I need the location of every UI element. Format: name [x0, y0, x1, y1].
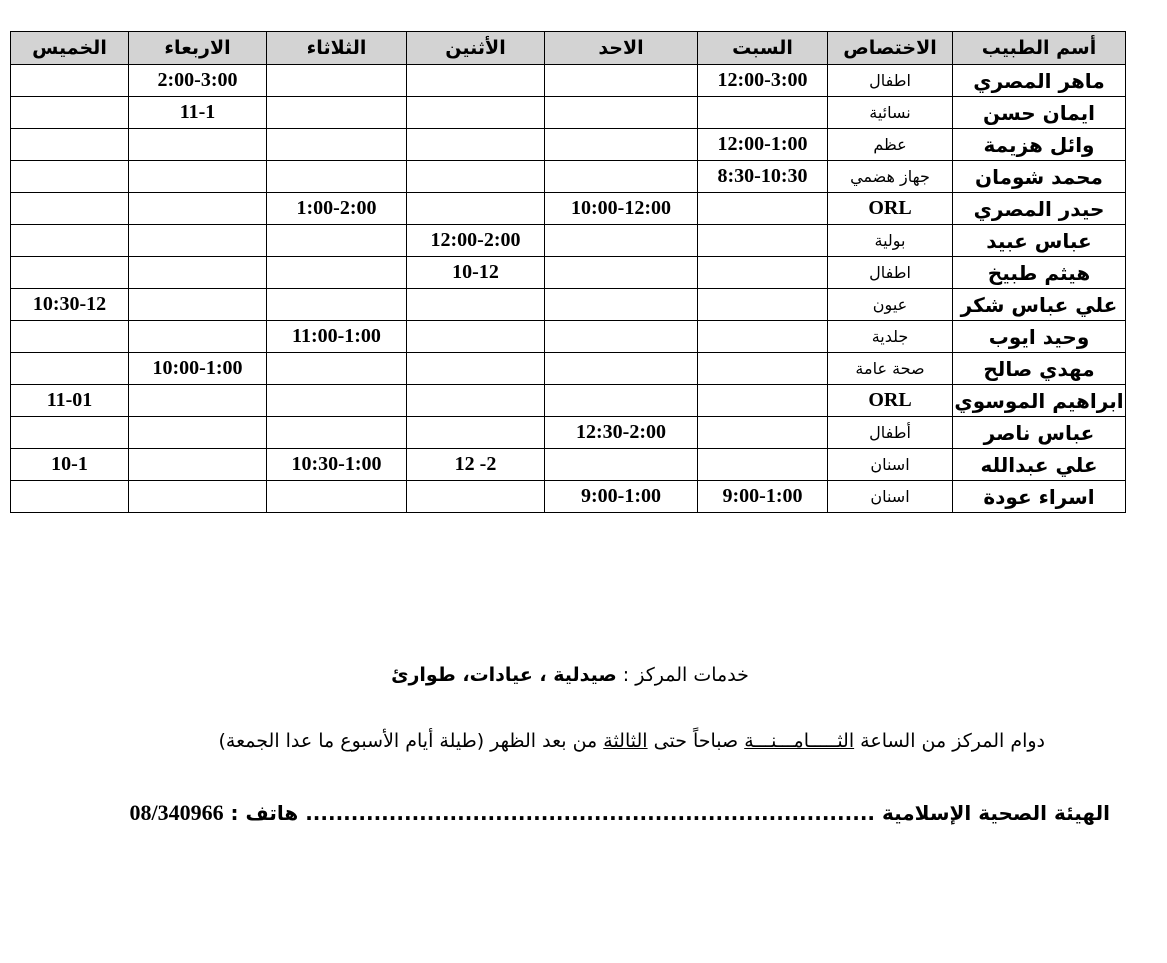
tuesday-cell: [267, 97, 407, 129]
table-header-row: [11, 32, 1126, 65]
monday-cell: [407, 65, 545, 97]
tuesday-cell: [267, 225, 407, 257]
sunday-cell: [545, 321, 698, 353]
table-row: [11, 449, 1126, 481]
table-row: [11, 65, 1126, 97]
hours-start: الثـــــامـــنـــة: [744, 730, 855, 752]
thursday-cell: [11, 257, 129, 289]
header-sunday: الاحد: [545, 32, 698, 65]
table-row: [11, 257, 1126, 289]
doctor-name-cell: وحيد ايوب: [953, 321, 1126, 353]
specialty-cell: جلدية: [828, 321, 953, 353]
clinic-schedule-table: [10, 31, 1126, 513]
doctor-name-cell: ايمان حسن: [953, 97, 1126, 129]
table-row: [11, 289, 1126, 321]
schedule-body: [11, 65, 1126, 513]
specialty-cell: ORL: [828, 193, 953, 225]
wednesday-cell: [129, 193, 267, 225]
phone-label: هاتف :: [223, 801, 299, 825]
thursday-cell: [11, 129, 129, 161]
wednesday-cell: [129, 481, 267, 513]
center-services-line: [370, 664, 770, 686]
table-row: [11, 417, 1126, 449]
monday-cell: [407, 129, 545, 161]
header-tuesday: الثلاثاء: [267, 32, 407, 65]
monday-cell: [407, 385, 545, 417]
tuesday-cell: [267, 161, 407, 193]
wednesday-cell: [129, 129, 267, 161]
thursday-cell: [11, 161, 129, 193]
monday-cell: 10-12: [407, 257, 545, 289]
table-row: [11, 97, 1126, 129]
organization-line: [30, 800, 1110, 826]
header-monday: الأثنين: [407, 32, 545, 65]
tuesday-cell: [267, 353, 407, 385]
wednesday-cell: [129, 289, 267, 321]
header-doctor: أسم الطبيب: [953, 32, 1126, 65]
wednesday-cell: [129, 417, 267, 449]
doctor-name-cell: علي عبدالله: [953, 449, 1126, 481]
sunday-cell: [545, 97, 698, 129]
specialty-cell: أطفال: [828, 417, 953, 449]
wednesday-cell: [129, 257, 267, 289]
specialty-cell: صحة عامة: [828, 353, 953, 385]
table-row: [11, 481, 1126, 513]
phone-number: 08/340966: [129, 800, 224, 825]
specialty-cell: عظم: [828, 129, 953, 161]
saturday-cell: [698, 225, 828, 257]
monday-cell: [407, 353, 545, 385]
saturday-cell: 12:00-3:00: [698, 65, 828, 97]
sunday-cell: [545, 385, 698, 417]
sunday-cell: 9:00-1:00: [545, 481, 698, 513]
doctor-name-cell: مهدي صالح: [953, 353, 1126, 385]
sunday-cell: 10:00-12:00: [545, 193, 698, 225]
wednesday-cell: 2:00-3:00: [129, 65, 267, 97]
wednesday-cell: 11-1: [129, 97, 267, 129]
sunday-cell: [545, 353, 698, 385]
header-wednesday: الاربعاء: [129, 32, 267, 65]
doctor-name-cell: وائل هزيمة: [953, 129, 1126, 161]
wednesday-cell: [129, 225, 267, 257]
header-saturday: السبت: [698, 32, 828, 65]
monday-cell: [407, 321, 545, 353]
thursday-cell: 10:30-12: [11, 289, 129, 321]
saturday-cell: [698, 257, 828, 289]
doctor-name-cell: هيثم طبيخ: [953, 257, 1126, 289]
doctor-name-cell: علي عباس شكر: [953, 289, 1126, 321]
saturday-cell: [698, 193, 828, 225]
tuesday-cell: [267, 65, 407, 97]
monday-cell: [407, 417, 545, 449]
table-row: [11, 225, 1126, 257]
wednesday-cell: [129, 449, 267, 481]
saturday-cell: 9:00-1:00: [698, 481, 828, 513]
table-row: [11, 385, 1126, 417]
doctor-name-cell: عباس ناصر: [953, 417, 1126, 449]
thursday-cell: [11, 225, 129, 257]
table-row: [11, 321, 1126, 353]
sunday-cell: [545, 257, 698, 289]
monday-cell: [407, 193, 545, 225]
specialty-cell: اسنان: [828, 449, 953, 481]
hours-text-1: دوام المركز من الساعة: [854, 730, 1045, 752]
saturday-cell: [698, 449, 828, 481]
saturday-cell: [698, 353, 828, 385]
tuesday-cell: [267, 289, 407, 321]
services-label: خدمات المركز :: [622, 664, 749, 686]
monday-cell: 12:00-2:00: [407, 225, 545, 257]
wednesday-cell: [129, 161, 267, 193]
thursday-cell: [11, 321, 129, 353]
thursday-cell: 10-1: [11, 449, 129, 481]
specialty-cell: اسنان: [828, 481, 953, 513]
saturday-cell: [698, 289, 828, 321]
sunday-cell: [545, 449, 698, 481]
header-thursday: الخميس: [11, 32, 129, 65]
center-hours-line: [60, 730, 1045, 752]
specialty-cell: اطفال: [828, 65, 953, 97]
doctor-name-cell: محمد شومان: [953, 161, 1126, 193]
monday-cell: [407, 481, 545, 513]
monday-cell: 12 -2: [407, 449, 545, 481]
table-row: [11, 193, 1126, 225]
sunday-cell: 12:30-2:00: [545, 417, 698, 449]
tuesday-cell: [267, 257, 407, 289]
specialty-cell: جهاز هضمي: [828, 161, 953, 193]
tuesday-cell: 1:00-2:00: [267, 193, 407, 225]
sunday-cell: [545, 161, 698, 193]
sunday-cell: [545, 225, 698, 257]
thursday-cell: 11-01: [11, 385, 129, 417]
monday-cell: [407, 97, 545, 129]
organization-name: الهيئة الصحية الإسلامية: [881, 801, 1110, 825]
tuesday-cell: [267, 417, 407, 449]
specialty-cell: اطفال: [828, 257, 953, 289]
wednesday-cell: [129, 321, 267, 353]
wednesday-cell: 10:00-1:00: [129, 353, 267, 385]
header-specialty: الاختصاص: [828, 32, 953, 65]
thursday-cell: [11, 353, 129, 385]
wednesday-cell: [129, 385, 267, 417]
saturday-cell: 8:30-10:30: [698, 161, 828, 193]
monday-cell: [407, 161, 545, 193]
tuesday-cell: [267, 481, 407, 513]
thursday-cell: [11, 97, 129, 129]
doctor-name-cell: عباس عبيد: [953, 225, 1126, 257]
thursday-cell: [11, 65, 129, 97]
thursday-cell: [11, 417, 129, 449]
doctor-name-cell: اسراء عودة: [953, 481, 1126, 513]
sunday-cell: [545, 129, 698, 161]
specialty-cell: عيون: [828, 289, 953, 321]
doctor-name-cell: حيدر المصري: [953, 193, 1126, 225]
saturday-cell: [698, 97, 828, 129]
specialty-cell: نسائية: [828, 97, 953, 129]
hours-text-2: صباحاً حتى: [647, 730, 745, 752]
table-row: [11, 161, 1126, 193]
thursday-cell: [11, 481, 129, 513]
specialty-cell: ORL: [828, 385, 953, 417]
tuesday-cell: 10:30-1:00: [267, 449, 407, 481]
hours-end: الثالثة: [603, 730, 648, 752]
saturday-cell: [698, 321, 828, 353]
dot-leader: ...........................................................................: [298, 801, 882, 825]
hours-text-3: من بعد الظهر (طيلة أيام الأسبوع ما عدا الجمعة): [218, 730, 604, 752]
monday-cell: [407, 289, 545, 321]
table-row: [11, 129, 1126, 161]
sunday-cell: [545, 289, 698, 321]
table-row: [11, 353, 1126, 385]
doctor-name-cell: ابراهيم الموسوي: [953, 385, 1126, 417]
tuesday-cell: [267, 129, 407, 161]
services-value: صيدلية ، عيادات، طوارئ: [391, 664, 617, 686]
doctor-name-cell: ماهر المصري: [953, 65, 1126, 97]
saturday-cell: [698, 417, 828, 449]
tuesday-cell: 11:00-1:00: [267, 321, 407, 353]
specialty-cell: بولية: [828, 225, 953, 257]
saturday-cell: 12:00-1:00: [698, 129, 828, 161]
tuesday-cell: [267, 385, 407, 417]
saturday-cell: [698, 385, 828, 417]
thursday-cell: [11, 193, 129, 225]
sunday-cell: [545, 65, 698, 97]
